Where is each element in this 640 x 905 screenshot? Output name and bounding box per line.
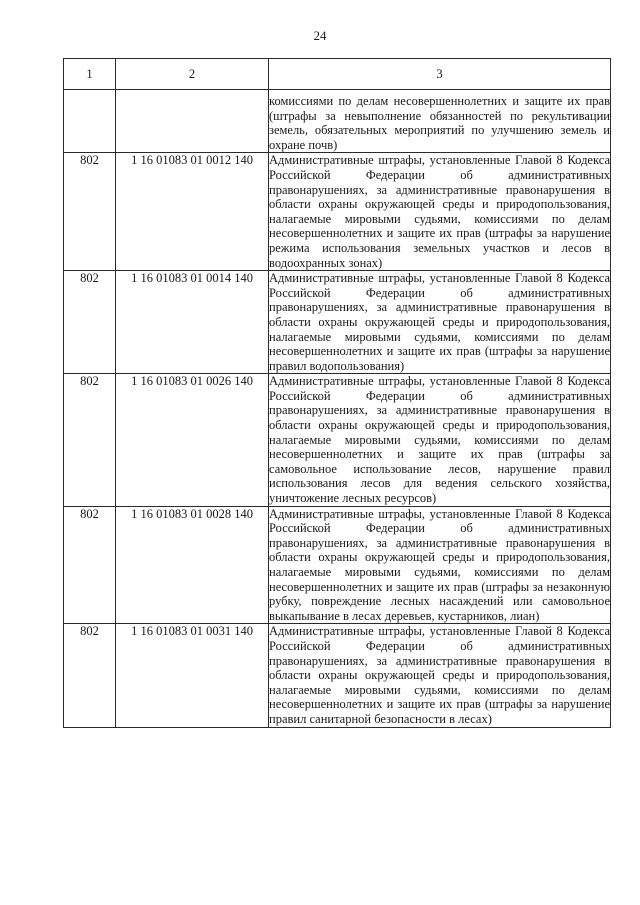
row-description-cell: Административные штрафы, установленные Главой 8 Кодекса Российской Федерации об административных правонарушениях, за административные правонарушения в области охраны окружающей среды и природопользования, налагаемые мировыми судьями, комиссиями по делам несовершеннолетних и защите их прав (штрафы за нарушение правил санитарной безопасности в лесах) <box>269 624 610 726</box>
row-code-cell: 1 16 01083 01 0031 140 <box>116 624 269 727</box>
table-row <box>64 271 611 374</box>
table-row <box>64 153 611 271</box>
row-number-cell: 802 <box>64 624 116 727</box>
row-code-cell: 1 16 01083 01 0026 140 <box>116 374 269 506</box>
row-code-cell: 1 16 01083 01 0012 140 <box>116 153 269 271</box>
row-code-cell <box>116 90 269 153</box>
table-row <box>64 624 611 727</box>
row-number-cell: 802 <box>64 153 116 271</box>
row-description-cell: комиссиями по делам несовершеннолетних и защите их прав (штрафы за невыполнение обязанностей по рекультивации земель, обязательных мероприятий по улучшению земель и охране почв) <box>269 90 611 153</box>
row-number-cell: 802 <box>64 374 116 506</box>
row-number-cell: 802 <box>64 506 116 624</box>
row-code-cell: 1 16 01083 01 0014 140 <box>116 271 269 374</box>
row-description-cell: Административные штрафы, установленные Главой 8 Кодекса Российской Федерации об административных правонарушениях, за административные правонарушения в области охраны окружающей среды и природопользования, налагаемые мировыми судьями, комиссиями по делам несовершеннолетних и защите их прав (штрафы за нарушение правил водопользования) <box>269 271 610 373</box>
table-header-row <box>64 59 611 90</box>
row-description-cell: Административные штрафы, установленные Главой 8 Кодекса Российской Федерации об административных правонарушениях, за административные правонарушения в области охраны окружающей среды и природопользования, налагаемые мировыми судьями, комиссиями по делам несовершеннолетних и защите их прав (штрафы за самовольное использование лесов, нарушение правил использования лесов для ведения сельского хозяйства, уничтожение лесных ресурсов) <box>269 374 610 506</box>
row-description-cell: Административные штрафы, установленные Главой 8 Кодекса Российской Федерации об административных правонарушениях, за административные правонарушения в области охраны окружающей среды и природопользования, налагаемые мировыми судьями, комиссиями по делам несовершеннолетних и защите их прав (штрафы за нарушение режима использования земельных участков и лесов в водоохранных зонах) <box>269 153 610 270</box>
row-number-cell <box>64 90 116 153</box>
page-number: 24 <box>313 28 327 43</box>
row-code-cell: 1 16 01083 01 0028 140 <box>116 506 269 624</box>
column-header-2: 2 <box>116 59 269 90</box>
table-row <box>64 90 611 153</box>
table-row <box>64 506 611 624</box>
row-number-cell: 802 <box>64 271 116 374</box>
table-row <box>64 374 611 506</box>
column-header-1: 1 <box>64 59 116 90</box>
column-header-3: 3 <box>269 59 611 90</box>
row-description-cell: Административные штрафы, установленные Главой 8 Кодекса Российской Федерации об административных правонарушениях, за административные правонарушения в области охраны окружающей среды и природопользования, налагаемые мировыми судьями, комиссиями по делам несовершеннолетних и защите их прав (штрафы за незаконную рубку, повреждение лесных насаждений или самовольное выкапывание в лесах деревьев, кустарников, лиан) <box>269 506 610 623</box>
fines-table <box>63 58 611 728</box>
